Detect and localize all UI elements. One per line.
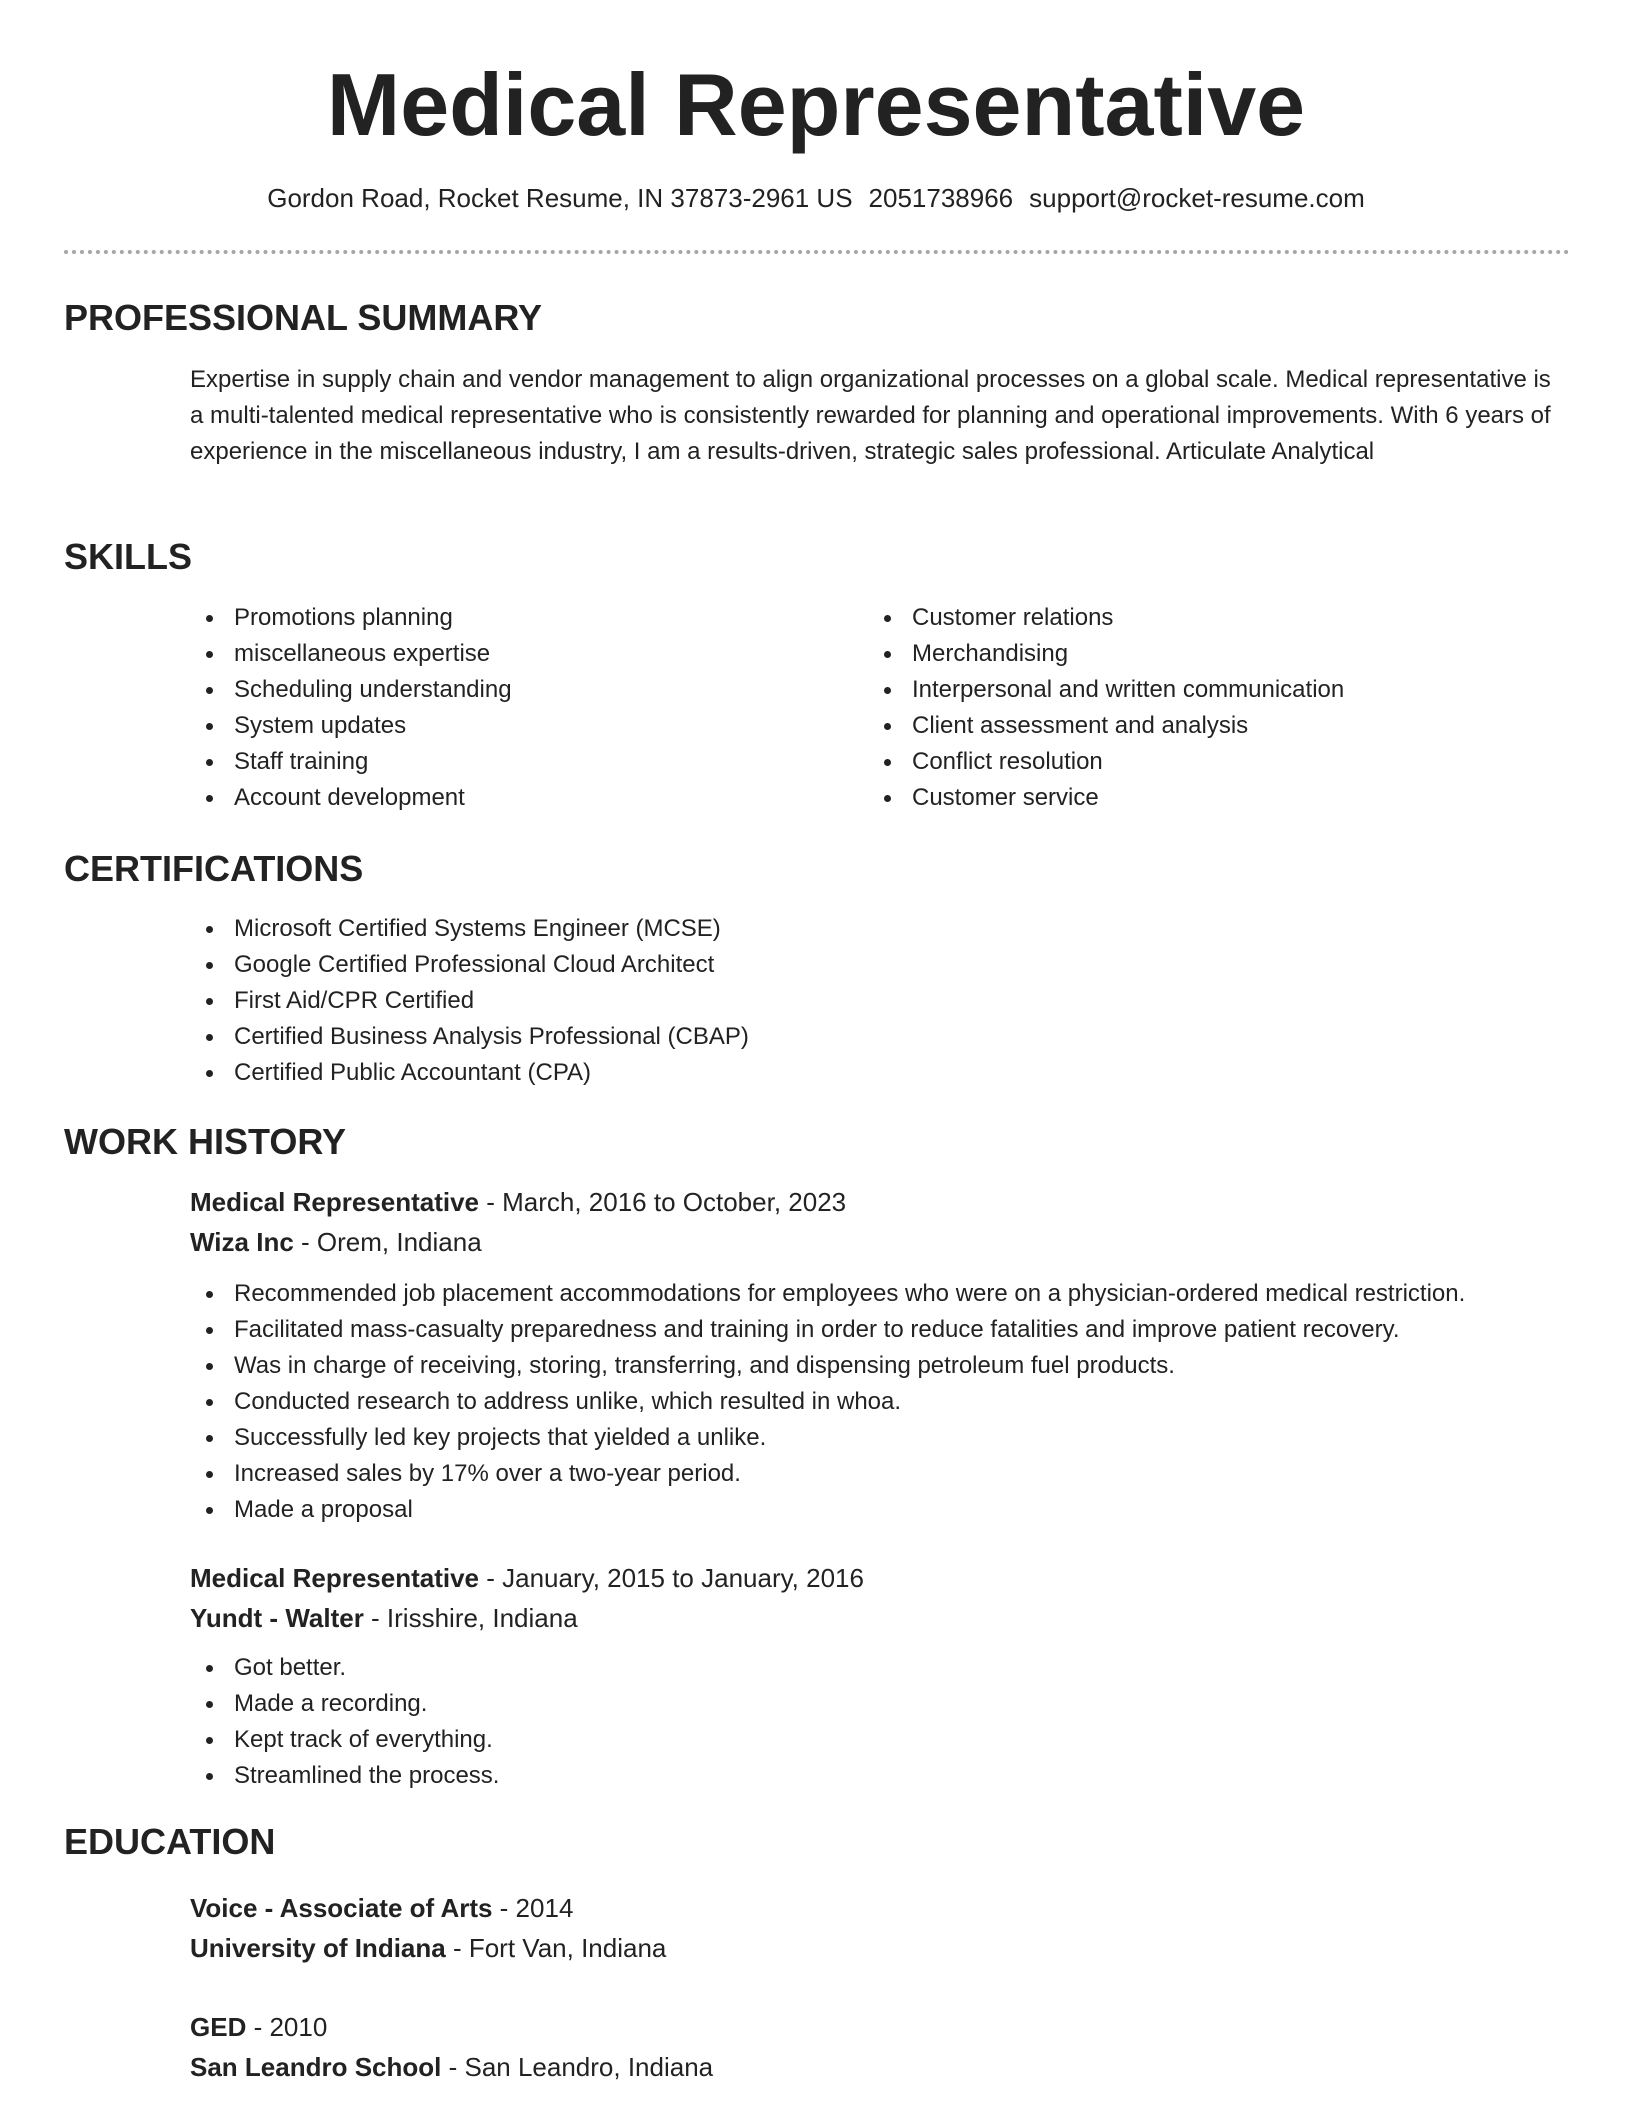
- summary-title: PROFESSIONAL SUMMARY: [64, 297, 543, 338]
- job-location: - Irisshire, Indiana: [363, 1603, 578, 1633]
- skills-title: SKILLS: [64, 536, 193, 577]
- job-role: Medical Representative: [190, 1187, 480, 1217]
- education-year: - 2014: [492, 1893, 574, 1923]
- resume-name: Medical Representative: [326, 55, 1306, 154]
- job-company: Wiza Inc: [190, 1227, 294, 1257]
- list-item: Microsoft Certified Systems Engineer (MCSE): [190, 911, 1570, 947]
- contact-phone: 2051738966: [868, 183, 1014, 213]
- certifications-title: CERTIFICATIONS: [64, 848, 364, 889]
- education-title: EDUCATION: [64, 1821, 276, 1862]
- skills-list-left: [190, 600, 850, 816]
- job-company-line: [190, 1222, 1570, 1262]
- contact-line: [0, 180, 1632, 216]
- education-year: - 2010: [246, 2012, 328, 2042]
- list-item: Got better.: [190, 1650, 1570, 1686]
- job-entry: [190, 1558, 1570, 1638]
- education-degree: GED: [190, 2012, 247, 2042]
- header-divider: [64, 250, 1570, 254]
- list-item: Interpersonal and written communication: [868, 672, 1528, 708]
- list-item: Customer relations: [868, 600, 1528, 636]
- list-item: Made a proposal: [190, 1492, 1590, 1528]
- job-company-line: [190, 1598, 1570, 1638]
- job-title-line: [190, 1558, 1570, 1598]
- job-bullets: [190, 1650, 1570, 1794]
- job-title-line: [190, 1182, 1570, 1222]
- list-item: Conducted research to address unlike, which resulted in whoa.: [190, 1384, 1590, 1420]
- list-item: Certified Business Analysis Professional (CBAP): [190, 1019, 1570, 1055]
- list-item: System updates: [190, 708, 850, 744]
- education-location: - Fort Van, Indiana: [445, 1933, 667, 1963]
- list-item: Certified Public Accountant (CPA): [190, 1055, 1570, 1091]
- list-item: Successfully led key projects that yielded a unlike.: [190, 1420, 1590, 1456]
- education-degree-line: [190, 2007, 1570, 2047]
- certifications-list: [190, 911, 1570, 1091]
- contact-email: support@rocket-resume.com: [1029, 183, 1365, 213]
- list-item: Conflict resolution: [868, 744, 1528, 780]
- job-role: Medical Representative: [190, 1563, 480, 1593]
- list-item: Made a recording.: [190, 1686, 1570, 1722]
- list-item: Account development: [190, 780, 850, 816]
- list-item: First Aid/CPR Certified: [190, 983, 1570, 1019]
- list-item: Promotions planning: [190, 600, 850, 636]
- skills-list-right: [868, 600, 1528, 816]
- list-item: Customer service: [868, 780, 1528, 816]
- work-section: [64, 1120, 1570, 1164]
- list-item: Google Certified Professional Cloud Architect: [190, 947, 1570, 983]
- list-item: Scheduling understanding: [190, 672, 850, 708]
- list-item: Facilitated mass-casualty preparedness and training in order to reduce fatalities and improve patient recovery.: [190, 1312, 1590, 1348]
- summary-section: [64, 296, 1570, 340]
- skills-section: [64, 535, 1570, 579]
- education-entry: [190, 2007, 1570, 2087]
- job-dates: - January, 2015 to January, 2016: [479, 1563, 864, 1593]
- list-item: Streamlined the process.: [190, 1758, 1570, 1794]
- job-bullets: [190, 1276, 1590, 1528]
- education-entry: [190, 1888, 1570, 1968]
- list-item: miscellaneous expertise: [190, 636, 850, 672]
- list-item: Increased sales by 17% over a two-year period.: [190, 1456, 1590, 1492]
- contact-address: Gordon Road, Rocket Resume, IN 37873-2961 US: [267, 183, 853, 213]
- list-item: Staff training: [190, 744, 850, 780]
- education-school-line: [190, 2047, 1570, 2087]
- job-entry: [190, 1182, 1570, 1262]
- list-item: Recommended job placement accommodations for employees who were on a physician-ordered medical restriction.: [190, 1276, 1590, 1312]
- education-location: - San Leandro, Indiana: [441, 2052, 714, 2082]
- education-school-line: [190, 1928, 1570, 1968]
- education-school: San Leandro School: [190, 2052, 442, 2082]
- job-company: Yundt - Walter: [190, 1603, 364, 1633]
- job-location: - Orem, Indiana: [293, 1227, 482, 1257]
- list-item: Merchandising: [868, 636, 1528, 672]
- summary-text: Expertise in supply chain and vendor management to align organizational processes on a global scale. Medical representative is a multi-talented medical representative who is consistently rewarded for planning and operational improvements. With 6 years of experience in the miscellaneous industry, I am a results-driven, strategic sales professional. Articulate Analytical: [190, 366, 1551, 465]
- education-section: [64, 1820, 1570, 1864]
- certifications-section: [64, 847, 1570, 891]
- list-item: Client assessment and analysis: [868, 708, 1528, 744]
- education-degree: Voice - Associate of Arts: [190, 1893, 493, 1923]
- education-school: University of Indiana: [190, 1933, 446, 1963]
- list-item: Kept track of everything.: [190, 1722, 1570, 1758]
- list-item: Was in charge of receiving, storing, transferring, and dispensing petroleum fuel products.: [190, 1348, 1590, 1384]
- job-dates: - March, 2016 to October, 2023: [479, 1187, 847, 1217]
- work-title: WORK HISTORY: [64, 1121, 347, 1162]
- education-degree-line: [190, 1888, 1570, 1928]
